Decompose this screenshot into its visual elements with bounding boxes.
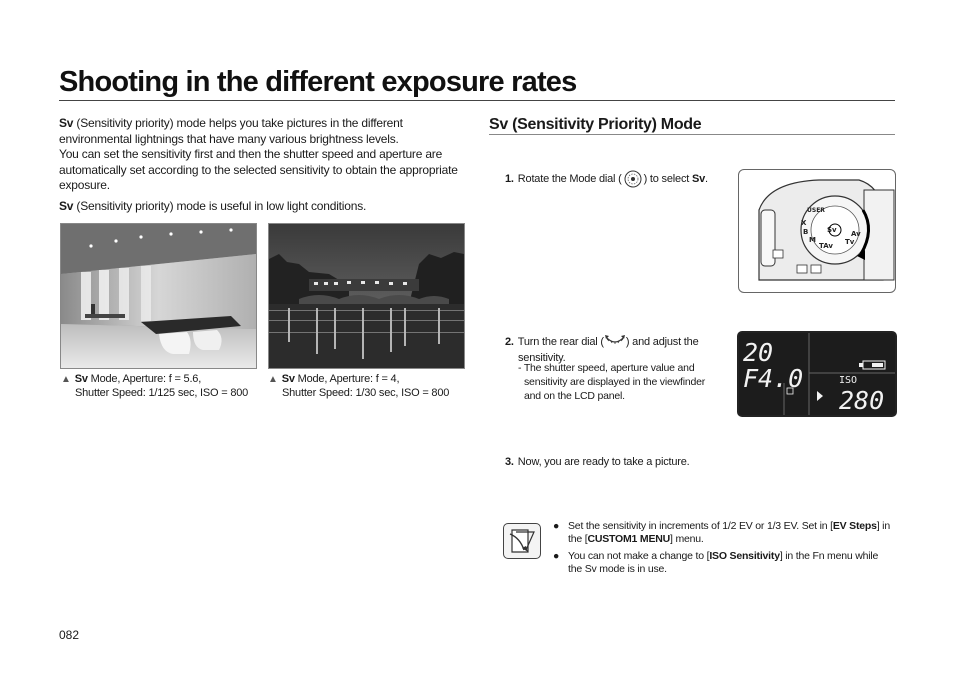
note-2-bold-a: ISO Sensitivity: [709, 550, 780, 562]
note-item: [553, 520, 893, 546]
step-2-subtext: [518, 361, 733, 403]
step-1-text-a: Rotate the Mode dial (: [517, 172, 622, 185]
intro-paragraph-3: (Sensitivity priority) mode is useful in low light conditions.: [73, 198, 367, 213]
section-divider: [489, 134, 895, 135]
step-2-line-2: sensitivity.: [518, 352, 566, 364]
mode-dial-icon: [622, 170, 644, 188]
note-2-text-b: ] in the Fn menu while the Sv mode is in use.: [568, 550, 879, 575]
lcd-aperture-value: F4.0: [743, 364, 804, 393]
page-title: Shooting in the different exposure rates: [59, 66, 577, 98]
note-pencil-icon: [503, 523, 541, 559]
photo-caption-1: [61, 373, 261, 400]
dial-label-x: X: [801, 219, 807, 227]
dial-label-m: M: [809, 236, 816, 244]
interior-photo: [60, 223, 257, 369]
step-2-sub-line-3: and on the LCD panel.: [524, 390, 625, 402]
caption-1-line-2: Shutter Speed: 1/125 sec, ISO = 800: [75, 386, 249, 399]
step-2-sub-line-1: - The shutter speed, aperture value and: [518, 362, 695, 374]
intro-paragraph-2: You can set the sensitivity first and then the shutter speed and aperture are automatically set according to the selected sensitivity to obtain the appropriate exposure.: [59, 147, 458, 192]
intro-sv-bold: Sv: [59, 116, 74, 130]
dial-label-b: B: [803, 228, 809, 236]
bullet-icon: ●: [553, 520, 560, 532]
step-1-period: .: [705, 172, 708, 185]
title-divider: [59, 100, 895, 101]
step-1-text-b: ) to select: [643, 172, 692, 185]
step-3: [505, 455, 805, 469]
lcd-panel-illustration: [737, 331, 897, 417]
photo-caption-2: [268, 373, 468, 400]
triangle-marker-icon: ▲: [61, 374, 71, 385]
lcd-iso-label: ISO: [839, 375, 858, 386]
dial-label-tv: Tv: [845, 238, 855, 246]
page-number: 082: [59, 628, 80, 642]
lcd-iso-value: 280: [839, 386, 885, 415]
triangle-marker-icon: ▲: [268, 374, 278, 385]
section-title: Sv (Sensitivity Priority) Mode: [489, 116, 702, 133]
dial-label-av: Av: [851, 230, 861, 238]
step-1: [505, 170, 735, 188]
caption-2-line-1: Mode, Aperture: f = 4,: [294, 373, 400, 385]
caption-1-sv: Sv: [74, 373, 88, 385]
caption-1-line-1: Mode, Aperture: f = 5.6,: [87, 373, 202, 385]
dial-label-tav: TAv: [819, 242, 833, 250]
night-river-photo: [268, 223, 465, 369]
intro-text: [59, 116, 469, 214]
note-1-bold-b: CUSTOM1 MENU: [587, 533, 671, 545]
step-3-text: Now, you are ready to take a picture.: [517, 456, 690, 468]
step-1-number: 1.: [505, 172, 514, 185]
caption-2-sv: Sv: [281, 373, 295, 385]
bullet-icon: ●: [553, 550, 560, 562]
lcd-shutter-value: 20: [743, 338, 774, 367]
step-2-number: 2.: [505, 335, 514, 348]
note-item: [553, 550, 893, 576]
note-1-text-a: Set the sensitivity in increments of 1/2 EV or 1/3 EV. Set in [: [568, 520, 833, 532]
step-2-text-a: Turn the rear dial (: [517, 335, 604, 348]
dial-label-sv: Sv: [827, 226, 837, 234]
dial-label-user: USER: [807, 207, 825, 214]
camera-mode-dial-illustration: [738, 169, 896, 293]
note-2-text-a: You can not make a change to [: [568, 550, 710, 562]
note-1-bold-a: EV Steps: [832, 520, 877, 532]
intro-paragraph-1: (Sensitivity priority) mode helps you take pictures in the different environmental lightnings that have many various brightness levels.: [59, 116, 403, 146]
caption-2-line-2: Shutter Speed: 1/30 sec, ISO = 800: [282, 386, 450, 399]
intro-sv-bold-2: Sv: [59, 198, 74, 213]
notes-list: [553, 520, 893, 580]
note-1-text-b: ] in the [: [568, 520, 890, 545]
note-1-text-c: ] menu.: [670, 533, 704, 545]
step-1-sv: Sv: [691, 172, 706, 185]
rear-dial-icon: [604, 333, 626, 351]
step-2-text-b: ) and adjust the: [625, 335, 699, 348]
step-3-number: 3.: [505, 456, 514, 468]
step-2-sub-line-2: sensitivity are displayed in the viewfinder: [524, 376, 706, 388]
